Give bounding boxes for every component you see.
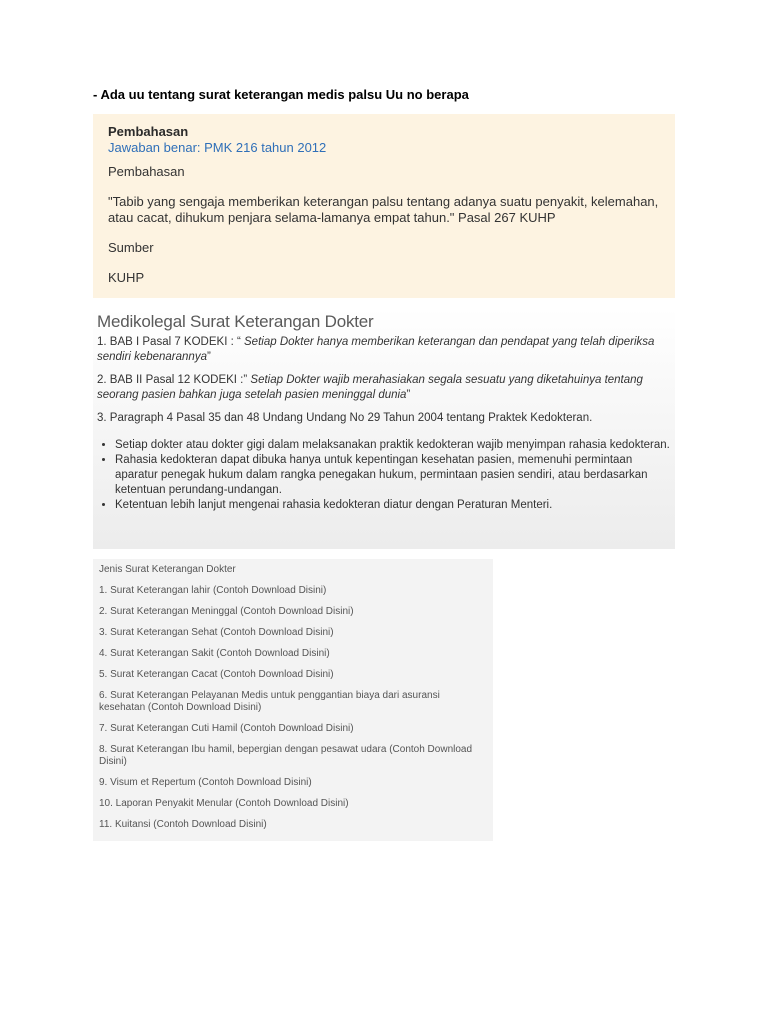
list-item: 8. Surat Keterangan Ibu hamil, bepergian dengan pesawat udara (Contoh Download Disini): [99, 744, 473, 767]
bullet-item: • Rahasia kedokteran dapat dibuka hanya untuk kepentingan kesehatan pasien, memenuhi permintaan aparatur penegak hukum dalam rangka penegakan hukum, permintaan pasien sendiri, atau berdasarkan ketentuan perundang-undangan.: [115, 453, 671, 498]
source-label: Sumber: [108, 240, 154, 255]
answer-subtitle: Pembahasan: [108, 164, 185, 179]
list-item: 1. Surat Keterangan lahir (Contoh Download Disini): [99, 585, 327, 596]
item-1-quote: Setiap Dokter hanya memberikan keterangan dan pendapat yang telah diperiksa sendiri kebenarannya: [97, 336, 655, 363]
list-item: 3. Surat Keterangan Sehat (Contoh Download Disini): [99, 627, 334, 638]
list-item: 5. Surat Keterangan Cacat (Contoh Download Disini): [99, 669, 334, 680]
answer-box: [93, 114, 675, 298]
list-item: 4. Surat Keterangan Sakit (Contoh Download Disini): [99, 648, 330, 659]
correct-answer: Jawaban benar: PMK 216 tahun 2012: [108, 140, 327, 155]
source-value: KUHP: [108, 270, 145, 285]
answer-title: Pembahasan: [108, 124, 189, 139]
medikolegal-panel: [93, 308, 675, 549]
medikolegal-item-2: [97, 373, 671, 403]
item-2-quote: Setiap Dokter wajib merahasiakan segala sesuatu yang diketahuinya tentang seorang pasien bahkan juga setelah pasien meninggal dunia: [97, 374, 643, 401]
list-item: 7. Surat Keterangan Cuti Hamil (Contoh Download Disini): [99, 723, 354, 734]
medikolegal-item-3: 3. Paragraph 4 Pasal 35 dan 48 Undang Undang No 29 Tahun 2004 tentang Praktek Kedokteran.: [97, 412, 593, 424]
bullet-item: • Setiap dokter atau dokter gigi dalam melaksanakan praktik kedokteran wajib menyimpan rahasia kedokteran.: [115, 438, 671, 453]
list-item: 6. Surat Keterangan Pelayanan Medis untuk penggantian biaya dari asuransi kesehatan (Contoh Download Disini): [99, 690, 440, 713]
item-1-suffix: ”: [206, 351, 211, 363]
jenis-surat-panel: [93, 559, 493, 841]
answer-quote: "Tabib yang sengaja memberikan keterangan palsu tentang adanya suatu penyakit, kelemahan, atau cacat, dihukum penjara selama-lamanya empat tahun." Pasal 267 KUHP: [108, 194, 659, 225]
item-1-prefix: 1. BAB I Pasal 7 KODEKI : “: [97, 336, 245, 348]
medikolegal-bullet-list: [97, 438, 671, 513]
bullet-item: • Ketentuan lebih lanjut mengenai rahasia kedokteran diatur dengan Peraturan Menteri.: [115, 498, 671, 513]
jenis-heading: Jenis Surat Keterangan Dokter: [99, 564, 236, 575]
item-2-suffix: ”: [406, 389, 411, 401]
list-item: 10. Laporan Penyakit Menular (Contoh Download Disini): [99, 798, 349, 809]
medikolegal-item-1: [97, 335, 671, 365]
list-item: 9. Visum et Repertum (Contoh Download Disini): [99, 777, 312, 788]
medikolegal-heading: Medikolegal Surat Keterangan Dokter: [97, 312, 374, 331]
list-item: 2. Surat Keterangan Meninggal (Contoh Download Disini): [99, 606, 354, 617]
item-2-prefix: 2. BAB II Pasal 12 KODEKI :”: [97, 374, 251, 386]
list-item: 11. Kuitansi (Contoh Download Disini): [99, 819, 267, 830]
question-text: - Ada uu tentang surat keterangan medis palsu Uu no berapa: [93, 87, 469, 102]
